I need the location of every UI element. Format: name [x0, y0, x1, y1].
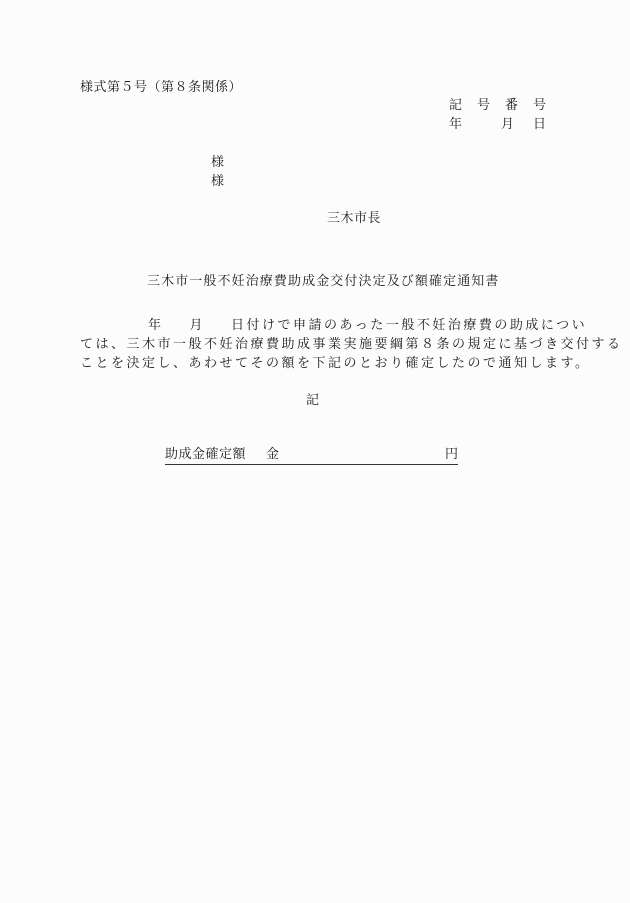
- amount-row: [165, 445, 458, 465]
- body-line-2: ては、三木市一般不妊治療費助成事業実施要綱第８条の規定に基づき交付する: [80, 337, 623, 352]
- date-day-label: 日: [532, 117, 546, 132]
- ki-heading: 記: [306, 393, 320, 408]
- addressee-block: [211, 153, 224, 191]
- amount-unit: 円: [444, 447, 458, 462]
- date-year-label: 年: [449, 117, 463, 132]
- addressee-line-1: 様: [211, 155, 225, 170]
- addressee-line-2: 様: [211, 174, 225, 189]
- body-month: 月: [189, 318, 206, 333]
- reference-date-row: [449, 115, 546, 134]
- body-line-3: ことを決定し、あわせてその額を下記のとおり確定したので通知します。: [80, 356, 591, 371]
- date-month-label: 月: [500, 117, 514, 132]
- reference-label-go2: 号: [532, 98, 546, 113]
- body-paragraph: [80, 316, 623, 373]
- amount-label: 助成金確定額: [165, 447, 247, 462]
- reference-label-go: 号: [476, 98, 490, 113]
- amount-prefix: 金: [266, 447, 280, 462]
- body-line-1: [80, 316, 588, 335]
- reference-block: [449, 96, 546, 134]
- reference-label-ki: 記: [449, 98, 463, 113]
- document-title: 三木市一般不妊治療費助成金交付決定及び額確定通知書: [147, 274, 500, 289]
- body-line-1-text: 日付けで申請のあった一般不妊治療費の助成につい: [231, 318, 588, 333]
- sender-name: 三木市長: [327, 211, 382, 226]
- body-year: 年: [148, 318, 164, 333]
- reference-label-ban: 番: [504, 98, 518, 113]
- reference-number-row: [449, 96, 546, 115]
- form-number: 様式第５号（第８条関係）: [80, 80, 243, 95]
